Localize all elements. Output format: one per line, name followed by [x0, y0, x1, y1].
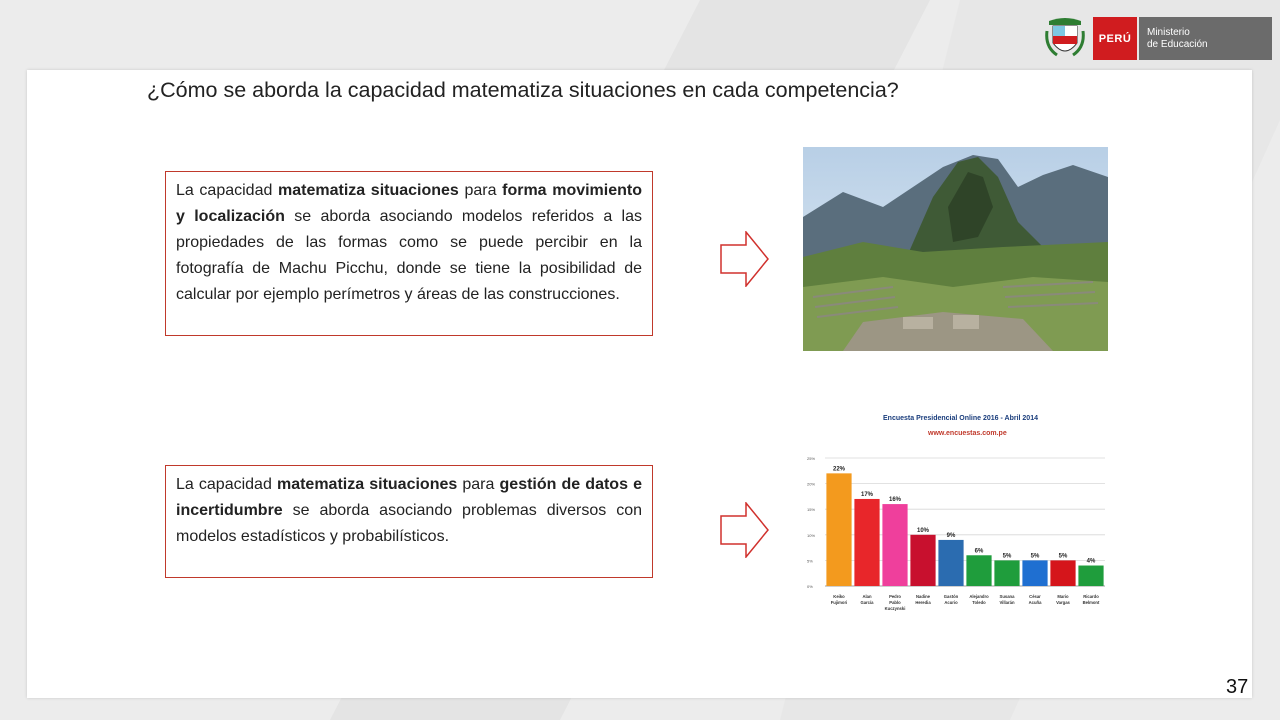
ministry-line1: Ministerio	[1147, 26, 1190, 38]
chart-bar	[826, 473, 851, 586]
category-label: Ricardo	[1083, 594, 1099, 599]
category-label: Alan	[862, 594, 872, 599]
y-tick-label: 0%	[807, 584, 813, 589]
chart-bar	[938, 540, 963, 586]
bar-value-label: 5%	[1002, 553, 1012, 560]
chart-bar	[1050, 560, 1075, 586]
chart-bar	[994, 560, 1019, 586]
category-label: Pedro	[889, 594, 901, 599]
chart-subtitle: www.encuestas.com.pe	[928, 430, 1007, 437]
category-label: Vargas	[1056, 600, 1070, 605]
box2-text-1: La capacidad	[176, 476, 277, 493]
y-tick-label: 20%	[807, 481, 816, 487]
category-label: Pablo	[889, 600, 901, 605]
geometry-text-box	[165, 171, 653, 336]
y-tick-label: 15%	[807, 507, 816, 513]
chart-bar	[910, 535, 935, 586]
category-label: Belmont	[1082, 600, 1100, 605]
box1-bold-1: matematiza situaciones	[278, 182, 459, 199]
category-label: Toledo	[972, 600, 986, 605]
box1-bold-2: forma movimiento y localización	[176, 182, 642, 225]
arrow-right-icon	[720, 231, 770, 287]
peru-label: PERÚ	[1093, 17, 1137, 60]
bar-value-label: 5%	[1058, 553, 1068, 560]
chart-title: Encuesta Presidencial Online 2016 - Abril 2014	[883, 415, 1038, 422]
poll-bar-chart	[803, 398, 1108, 626]
box1-text-2: para	[458, 182, 503, 199]
bar-value-label: 6%	[974, 548, 984, 555]
box2-bold-2: gestión de datos e incertidumbre	[176, 476, 642, 519]
ministry-logo	[1045, 17, 1272, 60]
bar-value-label: 5%	[1030, 553, 1040, 560]
category-label: Gastón	[943, 594, 959, 599]
peru-crest-icon	[1045, 17, 1085, 60]
category-label: Fujimori	[830, 600, 848, 605]
chart-bar	[1022, 560, 1047, 586]
y-tick-label: 10%	[807, 532, 816, 538]
y-tick-label: 25%	[807, 456, 816, 461]
ministry-name	[1139, 17, 1272, 60]
chart-bar	[882, 504, 907, 586]
category-label: Keiko	[833, 594, 845, 599]
y-tick-label: 5%	[807, 558, 813, 564]
data-text-box	[165, 465, 653, 578]
category-label: Villarán	[999, 600, 1015, 605]
category-label: Alejandro	[969, 594, 989, 599]
box2-bold-1: matematiza situaciones	[276, 476, 458, 493]
arrow-right-icon	[720, 502, 770, 558]
box2-text-2: para	[457, 476, 500, 493]
category-label: Mario	[1057, 594, 1069, 599]
page-number: 37	[1226, 676, 1249, 698]
category-label: Susana	[999, 594, 1015, 599]
chart-bar	[966, 555, 991, 586]
box1-text-1: La capacidad	[176, 182, 279, 199]
ministry-line2: de Educación	[1147, 38, 1208, 50]
category-label: Acuña	[1028, 600, 1042, 605]
bar-value-label: 4%	[1086, 558, 1096, 565]
bar-value-label: 16%	[888, 497, 902, 504]
category-label: García	[860, 600, 874, 605]
category-label: César	[1029, 594, 1041, 599]
box1-text-3: se aborda asociando modelos referidos a las propiedades de las formas como se puede percibir en la fotografía de Machu Picchu, donde se tiene la posibilidad de calcular por ejemplo perímetros y áreas de las construcciones.	[176, 208, 643, 303]
bar-value-label: 10%	[916, 527, 930, 534]
machu-picchu-photo	[803, 147, 1108, 351]
bar-value-label: 17%	[860, 491, 874, 498]
category-label: Nadine	[916, 594, 930, 599]
category-label: Heredia	[915, 600, 931, 605]
category-label: Acurio	[944, 600, 958, 605]
bar-value-label: 9%	[946, 532, 956, 539]
bar-value-label: 22%	[832, 466, 846, 473]
chart-bar	[1078, 566, 1103, 586]
category-label: Kuczynski	[884, 606, 906, 611]
box2-text-3: se aborda asociando problemas diversos con modelos estadísticos y probabilísticos.	[176, 502, 642, 545]
page-title: ¿Cómo se aborda la capacidad matematiza situaciones en cada competencia?	[147, 78, 899, 102]
chart-bar	[854, 499, 879, 586]
